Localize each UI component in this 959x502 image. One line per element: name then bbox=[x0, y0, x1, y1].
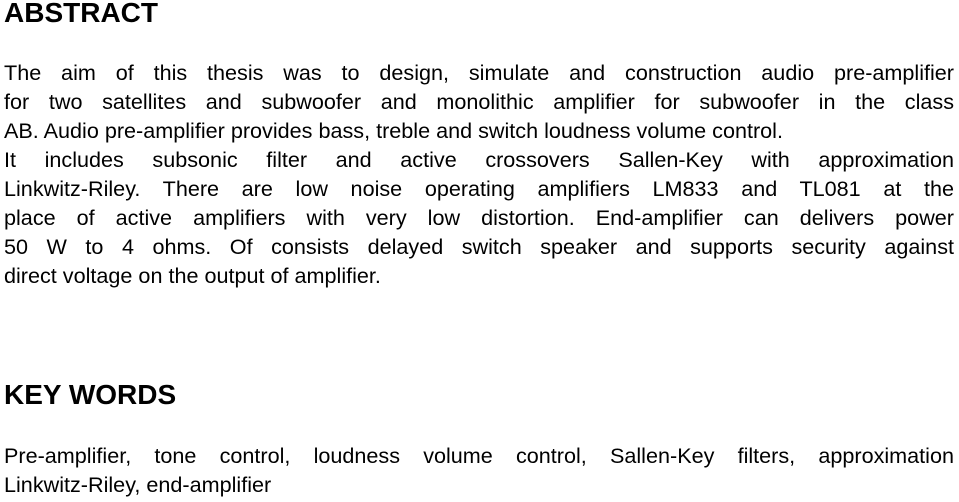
abstract-line: The aim of this thesis was to design, simulate and construction audio pre-amplifier bbox=[4, 60, 954, 85]
abstract-line: for two satellites and subwoofer and monolithic amplifier for subwoofer in the class bbox=[4, 89, 954, 114]
keywords-heading: KEY WORDS bbox=[4, 379, 177, 410]
abstract-heading: ABSTRACT bbox=[4, 0, 158, 28]
abstract-line: 50 W to 4 ohms. Of consists delayed switch speaker and supports security against bbox=[4, 234, 954, 259]
keywords-paragraph bbox=[4, 441, 954, 499]
abstract-line: Linkwitz-Riley. There are low noise operating amplifiers LM833 and TL081 at the bbox=[4, 176, 954, 201]
abstract-line: AB. Audio pre-amplifier provides bass, treble and switch loudness volume control. bbox=[4, 118, 783, 143]
keywords-line: Linkwitz-Riley, end-amplifier bbox=[4, 472, 272, 497]
abstract-line: place of active amplifiers with very low distortion. End-amplifier can delivers power bbox=[4, 205, 954, 230]
abstract-paragraph bbox=[4, 58, 954, 290]
abstract-line: It includes subsonic filter and active crossovers Sallen-Key with approximation bbox=[4, 147, 954, 172]
abstract-line: direct voltage on the output of amplifier. bbox=[4, 263, 381, 288]
keywords-line: Pre-amplifier, tone control, loudness volume control, Sallen-Key filters, approximation bbox=[4, 443, 954, 468]
